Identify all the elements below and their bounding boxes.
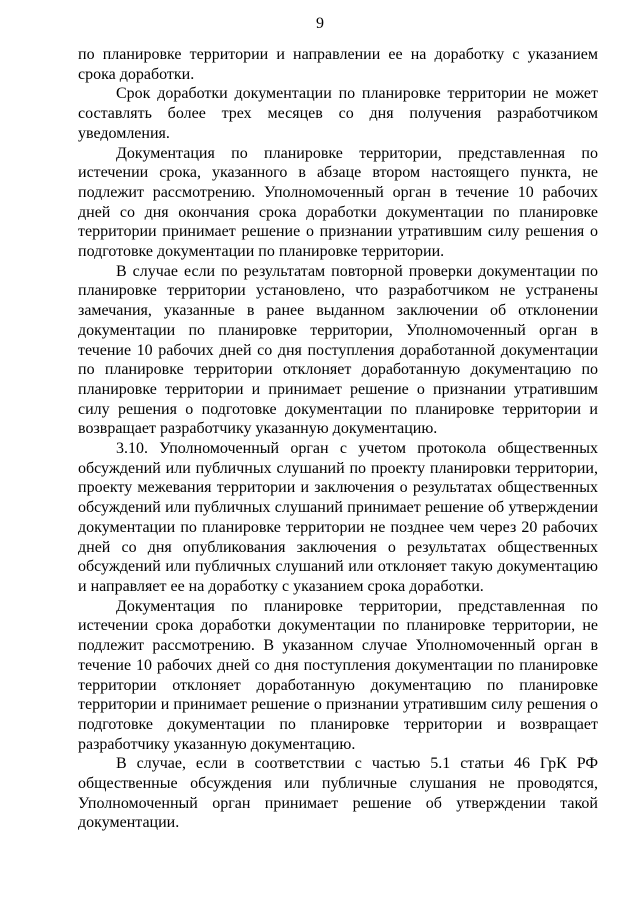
paragraph-3: Документация по планировке территории, представленная по истечении срока, указанного в абзаце втором настоящего пункта, не подлежит рассмотрению. Уполномоченный орган в течение 10 рабочих дней со дня окончания срока доработки документации по планировке территории принимает решение о признании утратившим силу решения о подготовке документации по планировке территории. [78,144,598,261]
paragraph-4: В случае если по результатам повторной проверки документации по планировке территории установлено, что разработчиком не устранены замечания, указанные в ранее выданном заключении об отклонении документации по планировке территории, Уполномоченный орган в течение 10 рабочих дней со дня поступления доработанной документации по планировке территории отклоняет доработанную документацию по планировке территории и принимает решение о признании утратившим силу решения о подготовке документации по планировке территории и возвращает разработчику указанную документацию. [78,262,598,438]
paragraph-5: 3.10. Уполномоченный орган с учетом протокола общественных обсуждений или публичных слушаний по проекту планировки территории, проекту межевания территории и заключения о результатах общественных обсуждений или публичных слушаний принимает решение об утверждении документации по планировке территории не позднее чем через 20 рабочих дней со дня опубликования заключения о результатах общественных обсуждений или публичных слушаний или отклоняет такую документацию и направляет ее на доработку с указанием срока доработки. [78,440,598,595]
paragraph-7: В случае, если в соответствии с частью 5.1 статьи 46 ГрК РФ общественные обсуждения или публичные слушания не проводятся, Уполномоченный орган принимает решение об утверждении такой документации. [78,755,598,832]
paragraph-1: по планировке территории и направлении ее на доработку с указанием срока доработки. [78,46,598,83]
paragraph-6: Документация по планировке территории, представленная по истечении срока доработки документации по планировке территории, не подлежит рассмотрению. В указанном случае Уполномоченный орган в течение 10 рабочих дней со дня поступления документации по планировке территории отклоняет доработанную документацию по планировке территории и принимает решение о признании утратившим силу решения о подготовке документации по планировке территории и возвращает разработчику указанную документацию. [78,597,598,753]
document-body [78,45,598,833]
page-number: 9 [316,15,324,32]
paragraph-2: Срок доработки документации по планировке территории не может составлять более трех месяцев со дня получения разработчиком уведомления. [78,85,598,142]
